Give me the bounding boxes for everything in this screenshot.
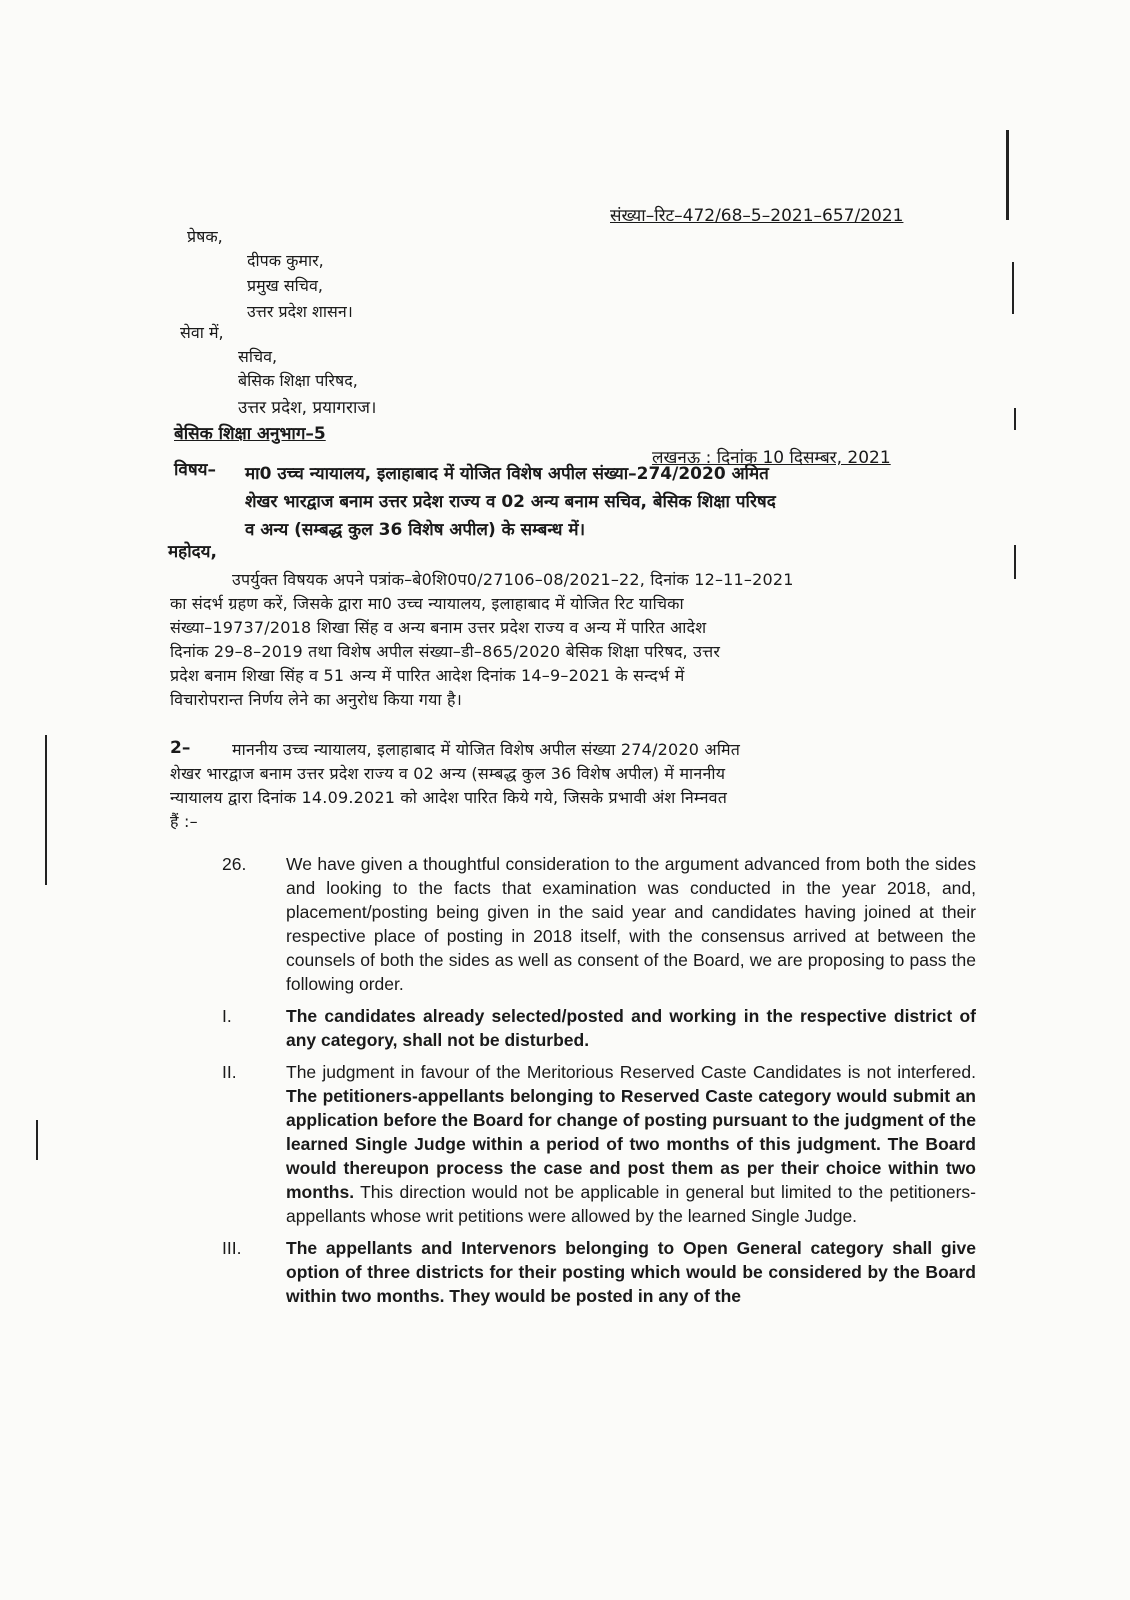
sender-label: प्रेषक,	[187, 227, 223, 246]
section-name: बेसिक शिक्षा अनुभाग–5	[174, 424, 326, 444]
sender-name: दीपक कुमार,	[247, 251, 324, 270]
item-text-plain: This direction would not be applicable in general but limited to the petitioners-appellants whose writ petitions were allowed by the learned Single Judge.	[286, 1182, 977, 1226]
quoted-judgment	[222, 852, 977, 1316]
item-text: We have given a thoughtful consideration to the argument advanced from both the sides and looking to the facts that examination was conducted in the year 2018, and, placement/posting being given in the said year and candidates having joined at their respective place of posting in 2018 itself, with the consensus arrived at between the counsels of both the sides as well as consent of the Board, we are proposing to pass the following order.	[286, 854, 976, 994]
item-number: 26.	[222, 854, 247, 874]
item-text: The appellants and Intervenors belonging to Open General category shall give option of three districts for their posting which would be considered by the Board within two months. They would be posted in any of the	[286, 1238, 976, 1306]
recipient-label: सेवा में,	[180, 323, 224, 342]
quote-item-iii	[222, 1236, 976, 1308]
scan-mark	[1014, 408, 1016, 430]
scan-mark	[1012, 262, 1014, 314]
para1-line: का संदर्भ ग्रहण करें, जिसके द्वारा मा0 उच्च न्यायालय, इलाहाबाद में योजित रिट याचिका	[170, 594, 684, 613]
item-text-bold: The petitioners-appellants belonging to Reserved Caste category would submit an application before the Board for change of posting pursuant to the judgment of the learned Single Judge within a period of two months of this judgment. The Board would thereupon process the case and post them as per their choice within two months.	[286, 1086, 976, 1202]
item-text-plain: The judgment in favour of the Meritorious Reserved Caste Candidates is not interfered.	[286, 1062, 976, 1082]
para1-line: प्रदेश बनाम शिखा सिंह व 51 अन्य में पारित आदेश दिनांक 14–9–2021 के सन्दर्भ में	[170, 666, 685, 685]
sender-office: उत्तर प्रदेश शासन।	[247, 302, 353, 321]
quote-item-i	[222, 1004, 976, 1052]
quote-item-26	[222, 852, 976, 996]
para1-line: विचारोपरान्त निर्णय लेने का अनुरोध किया गया है।	[170, 690, 462, 709]
recipient-place: उत्तर प्रदेश, प्रयागराज।	[238, 398, 377, 418]
scan-mark	[36, 1120, 38, 1160]
para1-line: उपर्युक्त विषयक अपने पत्रांक–बे0शि0प0/27106–08/2021–22, दिनांक 12–11–2021	[232, 570, 794, 589]
sender-designation: प्रमुख सचिव,	[247, 276, 323, 295]
recipient-designation: सचिव,	[238, 347, 278, 366]
para1-line: दिनांक 29–8–2019 तथा विशेष अपील संख्या–डी–865/2020 बेसिक शिक्षा परिषद, उत्तर	[170, 642, 721, 661]
scan-mark	[1014, 545, 1016, 579]
place-date: लखनऊ : दिनांक 10 दिसम्बर, 2021	[652, 448, 891, 468]
scan-mark	[45, 735, 47, 885]
para2-line: माननीय उच्च न्यायालय, इलाहाबाद में योजित विशेष अपील संख्या 274/2020 अमित	[232, 740, 741, 759]
paragraph-1	[170, 568, 960, 712]
paragraph-2	[170, 738, 960, 834]
reference-number: संख्या–रिट–472/68–5–2021–657/2021	[610, 206, 904, 226]
subject-label: विषय–	[174, 460, 217, 480]
salutation: महोदय,	[168, 542, 217, 562]
para2-line: शेखर भारद्वाज बनाम उत्तर प्रदेश राज्य व 02 अन्य (सम्बद्ध कुल 36 विशेष अपील) में माननीय	[170, 764, 726, 783]
item-number: III.	[222, 1238, 242, 1258]
item-number: I.	[222, 1006, 232, 1026]
para2-number: 2–	[170, 738, 191, 758]
para2-line: हैं :–	[170, 812, 198, 831]
item-number: II.	[222, 1062, 237, 1082]
para1-line: संख्या–19737/2018 शिखा सिंह व अन्य बनाम उत्तर प्रदेश राज्य व अन्य में पारित आदेश	[170, 618, 707, 637]
para2-line: न्यायालय द्वारा दिनांक 14.09.2021 को आदेश पारित किये गये, जिसके प्रभावी अंश निम्नवत	[170, 788, 728, 807]
subject-line: व अन्य (सम्बद्ध कुल 36 विशेष अपील) के सम्बन्ध में।	[245, 520, 586, 540]
scan-mark	[1006, 130, 1009, 220]
recipient-office: बेसिक शिक्षा परिषद,	[238, 371, 358, 390]
quote-item-ii	[222, 1060, 977, 1228]
subject-line: मा0 उच्च न्यायालय, इलाहाबाद में योजित विशेष अपील संख्या–274/2020 अमित	[245, 464, 769, 484]
item-text: The candidates already selected/posted and working in the respective district of any category, shall not be disturbed.	[286, 1006, 976, 1050]
subject-line: शेखर भारद्वाज बनाम उत्तर प्रदेश राज्य व 02 अन्य बनाम सचिव, बेसिक शिक्षा परिषद	[245, 492, 776, 512]
item-text	[286, 1060, 976, 1228]
